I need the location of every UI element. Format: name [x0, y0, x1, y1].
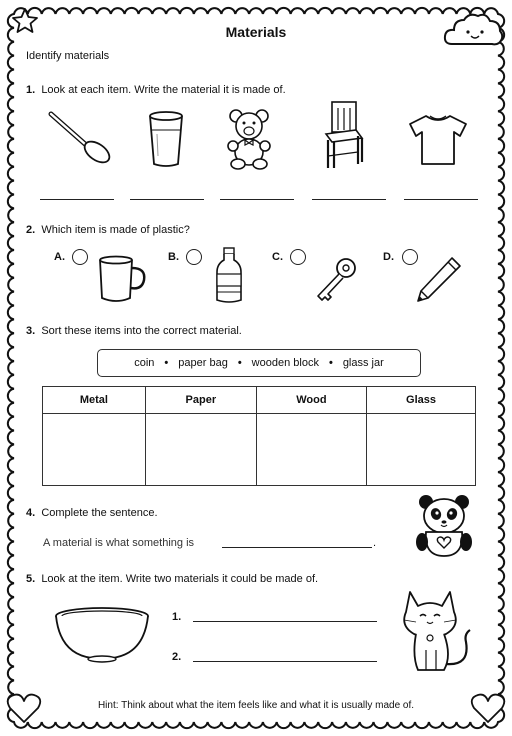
option-d-label: D. — [383, 251, 394, 263]
question-5 — [26, 573, 318, 585]
sentence-start: A material is what something is — [43, 537, 195, 549]
answer-number-2: 2. — [172, 651, 182, 663]
option-b-radio[interactable] — [186, 249, 202, 265]
column-header-wood: Wood — [256, 387, 366, 414]
sort-cell-glass[interactable] — [367, 414, 476, 486]
question-text: Look at each item. Write the material it is made of. — [41, 84, 286, 96]
option-a-radio[interactable] — [72, 249, 88, 265]
cat-icon — [400, 586, 476, 674]
t-shirt-icon — [406, 112, 470, 168]
answer-line-5[interactable] — [404, 199, 478, 200]
mug-icon — [96, 256, 152, 304]
question-text: Complete the sentence. — [41, 507, 158, 519]
word-bank-bullet: • — [237, 357, 242, 369]
word-bank-item[interactable]: paper bag — [178, 357, 228, 369]
word-bank-item[interactable]: wooden block — [251, 357, 319, 369]
column-header-metal: Metal — [43, 387, 146, 414]
word-bank-item[interactable]: coin — [134, 357, 155, 369]
answer-line-2[interactable] — [130, 199, 204, 200]
word-bank-bullet: • — [328, 357, 333, 369]
question-number: 2. — [26, 224, 36, 236]
plastic-bottle-icon — [214, 246, 244, 304]
sort-cell-wood[interactable] — [256, 414, 366, 486]
question-number: 1. — [26, 84, 36, 96]
panda-icon — [414, 492, 474, 558]
question-text: Sort these items into the correct material. — [41, 325, 242, 337]
pencil-icon — [414, 254, 464, 304]
hint-text: Hint: Think about what the item feels like and what it is usually made of. — [97, 700, 415, 711]
sorting-table — [42, 386, 476, 486]
question-number: 3. — [26, 325, 36, 337]
teddy-bear-icon — [224, 108, 274, 170]
answer-line-4[interactable] — [312, 199, 386, 200]
question-3 — [26, 325, 242, 337]
column-header-paper: Paper — [145, 387, 256, 414]
sentence-end: . — [373, 537, 377, 549]
word-bank-bullet: • — [164, 357, 169, 369]
glass-cup-icon — [146, 110, 186, 170]
answer-line-1[interactable] — [40, 199, 114, 200]
page-title: Materials — [225, 24, 287, 40]
spoon-icon — [45, 108, 115, 168]
question-number: 5. — [26, 573, 36, 585]
question-2 — [26, 224, 190, 236]
column-header-glass: Glass — [367, 387, 476, 414]
question-text: Which item is made of plastic? — [41, 224, 190, 236]
sort-cell-paper[interactable] — [145, 414, 256, 486]
option-a-label: A. — [54, 251, 65, 263]
sentence-answer-line[interactable] — [222, 547, 372, 548]
material-answer-line-2[interactable] — [193, 661, 377, 662]
key-icon — [312, 256, 358, 304]
bowl-icon — [52, 606, 152, 666]
question-4 — [26, 507, 158, 519]
question-number: 4. — [26, 507, 36, 519]
answer-line-3[interactable] — [220, 199, 294, 200]
option-b-label: B. — [168, 251, 179, 263]
answer-number-1: 1. — [172, 611, 182, 623]
material-answer-line-1[interactable] — [193, 621, 377, 622]
wooden-chair-icon — [322, 100, 366, 170]
question-1 — [26, 84, 286, 96]
option-c-radio[interactable] — [290, 249, 306, 265]
option-c-label: C. — [272, 251, 283, 263]
sort-cell-metal[interactable] — [43, 414, 146, 486]
word-bank — [97, 349, 421, 377]
word-bank-item[interactable]: glass jar — [342, 357, 384, 369]
question-text: Look at the item. Write two materials it could be made of. — [41, 573, 319, 585]
page-subtitle: Identify materials — [26, 50, 110, 62]
